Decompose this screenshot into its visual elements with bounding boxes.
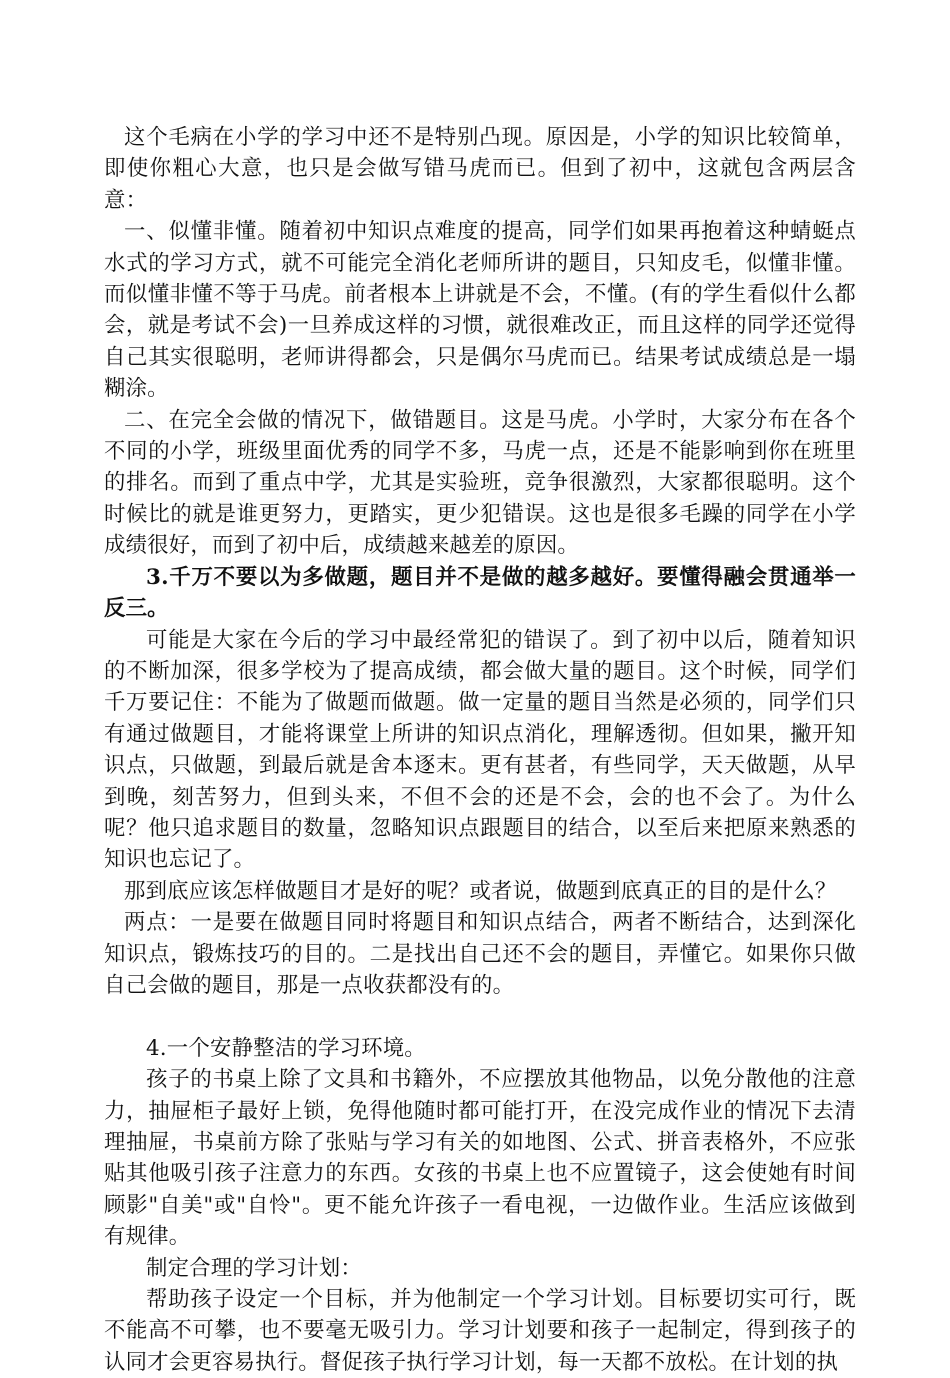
blank-line — [104, 1001, 856, 1032]
heading-section-4: 4.一个安静整洁的学习环境。 — [146, 1035, 426, 1061]
paragraph-section-4-body: 孩子的书桌上除了文具和书籍外，不应摆放其他物品，以免分散他的注意力，抽屉柜子最好上锁，免得他随时都可能打开，在没完成作业的情况下去清理抽屉，书桌前方除了张贴与学习有关的如地图、公式、拼音表格外，不应张贴其他吸引孩子注意力的东西。女孩的书桌上也不应置镜子，这会使她有时间顾影"自美"或"自怜"。更不能允许孩子一看电视，一边做作业。生活应该做到有规律。 — [104, 1067, 856, 1250]
paragraph-study-plan-body: 帮助孩子设定一个目标，并为他制定一个学习计划。目标要切实可行，既不能高不可攀，也不要毫无吸引力。学习计划要和孩子一起制定，得到孩子的认同才会更容易执行。督促孩子执行学习计划，每一天都不放松。在计划的执 — [104, 1287, 856, 1375]
paragraph-two-points: 两点：一是要在做题目同时将题目和知识点结合，两者不断结合，达到深化知识点，锻炼技巧的目的。二是找出自己还不会的题目，弄懂它。如果你只做自己会做的题目，那是一点收获都没有的。 — [104, 910, 856, 998]
paragraph-point-one: 一、似懂非懂。随着初中知识点难度的提高，同学们如果再抱着这种蜻蜓点水式的学习方式，就不可能完全消化老师所讲的题目，只知皮毛，似懂非懂。而似懂非懂不等于马虎。前者根本上讲就是不会，不懂。(有的学生看似什么都会，就是考试不会)一旦养成这样的习惯，就很难改正，而且这样的同学还觉得自己其实很聪明，老师讲得都会，只是偶尔马虎而已。结果考试成绩总是一塌糊涂。 — [104, 219, 856, 402]
heading-study-plan: 制定合理的学习计划： — [146, 1255, 362, 1281]
paragraph-question: 那到底应该怎样做题目才是好的呢？或者说，做题到底真正的目的是什么？ — [124, 878, 837, 904]
paragraph-section-3-body: 可能是大家在今后的学习中最经常犯的错误了。到了初中以后，随着知识的不断加深，很多学校为了提高成绩，都会做大量的题目。这个时候，同学们千万要记住：不能为了做题而做题。做一定量的题目当然是必须的，同学们只有通过做题目，才能将课堂上所讲的知识点消化，理解透彻。但如果，撇开知识点，只做题，到最后就是舍本逐末。更有甚者，有些同学，天天做题，从早到晚，刻苦努力，但到头来，不但不会的还是不会，会的也不会了。为什么呢？他只追求题目的数量，忽略知识点跟题目的结合，以至后来把原来熟悉的知识也忘记了。 — [104, 627, 856, 873]
heading-section-3: 3.千万不要以为多做题，题目并不是做的越多越好。要懂得融会贯通举一反三。 — [104, 564, 856, 622]
paragraph-point-two: 二、在完全会做的情况下，做错题目。这是马虎。小学时，大家分布在各个不同的小学，班级里面优秀的同学不多，马虎一点，还是不能影响到你在班里的排名。而到了重点中学，尤其是实验班，竞争很激烈，大家都很聪明。这个时候比的就是谁更努力，更踏实，更少犯错误。这也是很多毛躁的同学在小学成绩很好，而到了初中后，成绩越来越差的原因。 — [104, 407, 856, 559]
paragraph-careless-intro: 这个毛病在小学的学习中还不是特别凸现。原因是，小学的知识比较简单，即使你粗心大意，也只是会做写错马虎而已。但到了初中，这就包含两层含意： — [104, 125, 856, 213]
document-body — [104, 122, 856, 1378]
